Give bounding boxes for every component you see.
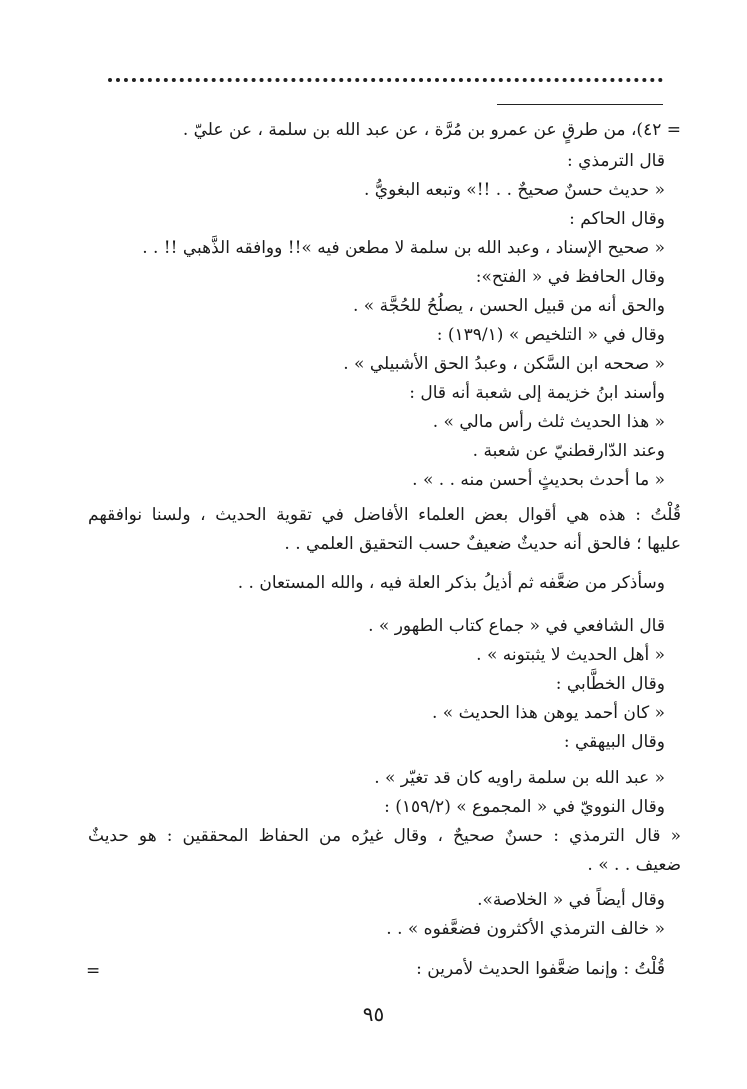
text-line: وأسند ابنُ خزيمة إلى شعبة أنه قال : <box>409 383 665 403</box>
text-line: « خالف الترمذي الأكثرون فضعَّفوه » . . <box>386 919 665 939</box>
text-line: وقال البيهقي : <box>563 732 665 752</box>
text-line: « حديث حسنٌ صحيحٌ . . !!» وتبعه البغويُّ . <box>363 180 665 200</box>
text-line: والحق أنه من قبيل الحسن ، يصلُحُ للحُجَّة » . <box>353 296 665 316</box>
text-line: عليها ؛ فالحق أنه حديثٌ ضعيفٌ حسب التحقيق العلمي . . <box>284 534 681 554</box>
page-number: ٩٥ <box>362 1002 385 1026</box>
text-line: وسأذكر من ضعَّفه ثم أذيلُ بذكر العلة فيه ، والله المستعان . . <box>237 573 665 593</box>
text-line: وقال النوويّ في « المجموع » (١٥٩/٢) : <box>384 797 665 817</box>
text-line: وقال الخطَّابي : <box>555 674 665 694</box>
text-line: وقال أيضاً في « الخلاصة». <box>477 890 665 910</box>
text-line: « صححه ابن السَّكن ، وعبدُ الحق الأشبيلي » . <box>343 354 665 374</box>
text-line: ضعيف . . » . <box>587 855 681 875</box>
footnote-rule <box>497 104 663 105</box>
text-line: وعند الدّارقطنيّ عن شعبة . <box>472 441 665 461</box>
text-line: « أهل الحديث لا يثبتونه » . <box>476 645 665 665</box>
text-line: « كان أحمد يوهن هذا الحديث » . <box>431 703 665 723</box>
text-line: « عبد الله بن سلمة راويه كان قد تغيّر » . <box>374 768 665 788</box>
text-line: قُلْتُ : وإنما ضعَّفوا الحديث لأمرين : <box>416 959 665 979</box>
dotted-separator <box>108 78 663 82</box>
text-line: قال الشافعي في « جماع كتاب الطهور » . <box>368 616 665 636</box>
text-line: وقال الحاكم : <box>569 209 665 229</box>
text-line: وقال الحافظ في « الفتح»: <box>475 267 665 287</box>
text-line: وقال في « التلخيص » (١٣٩/١) : <box>436 325 665 345</box>
text-line: قُلْتُ : هذه هي أقوال بعض العلماء الأفاضل في تقوية الحديث ، ولسنا نوافقهم <box>88 505 681 525</box>
text-line: قال الترمذي : <box>567 151 665 171</box>
margin-mark: = <box>86 961 101 981</box>
text-line: « هذا الحديث ثلث رأس مالي » . <box>432 412 665 432</box>
text-line: « قال الترمذي : حسنٌ صحيحٌ ، وقال غيرُه من الحفاظ المحققين : هو حديثٌ <box>88 826 681 846</box>
text-line: = ٤٢)، من طرقٍ عن عمرو بن مُرَّة ، عن عبد الله بن سلمة ، عن عليّ . <box>182 120 681 140</box>
text-line: « ما أحدث بحديثٍ أحسن منه . . » . <box>412 470 665 490</box>
text-line: « صحيح الإسناد ، وعبد الله بن سلمة لا مطعن فيه »!! ووافقه الذَّهبي !! . . <box>142 238 665 258</box>
